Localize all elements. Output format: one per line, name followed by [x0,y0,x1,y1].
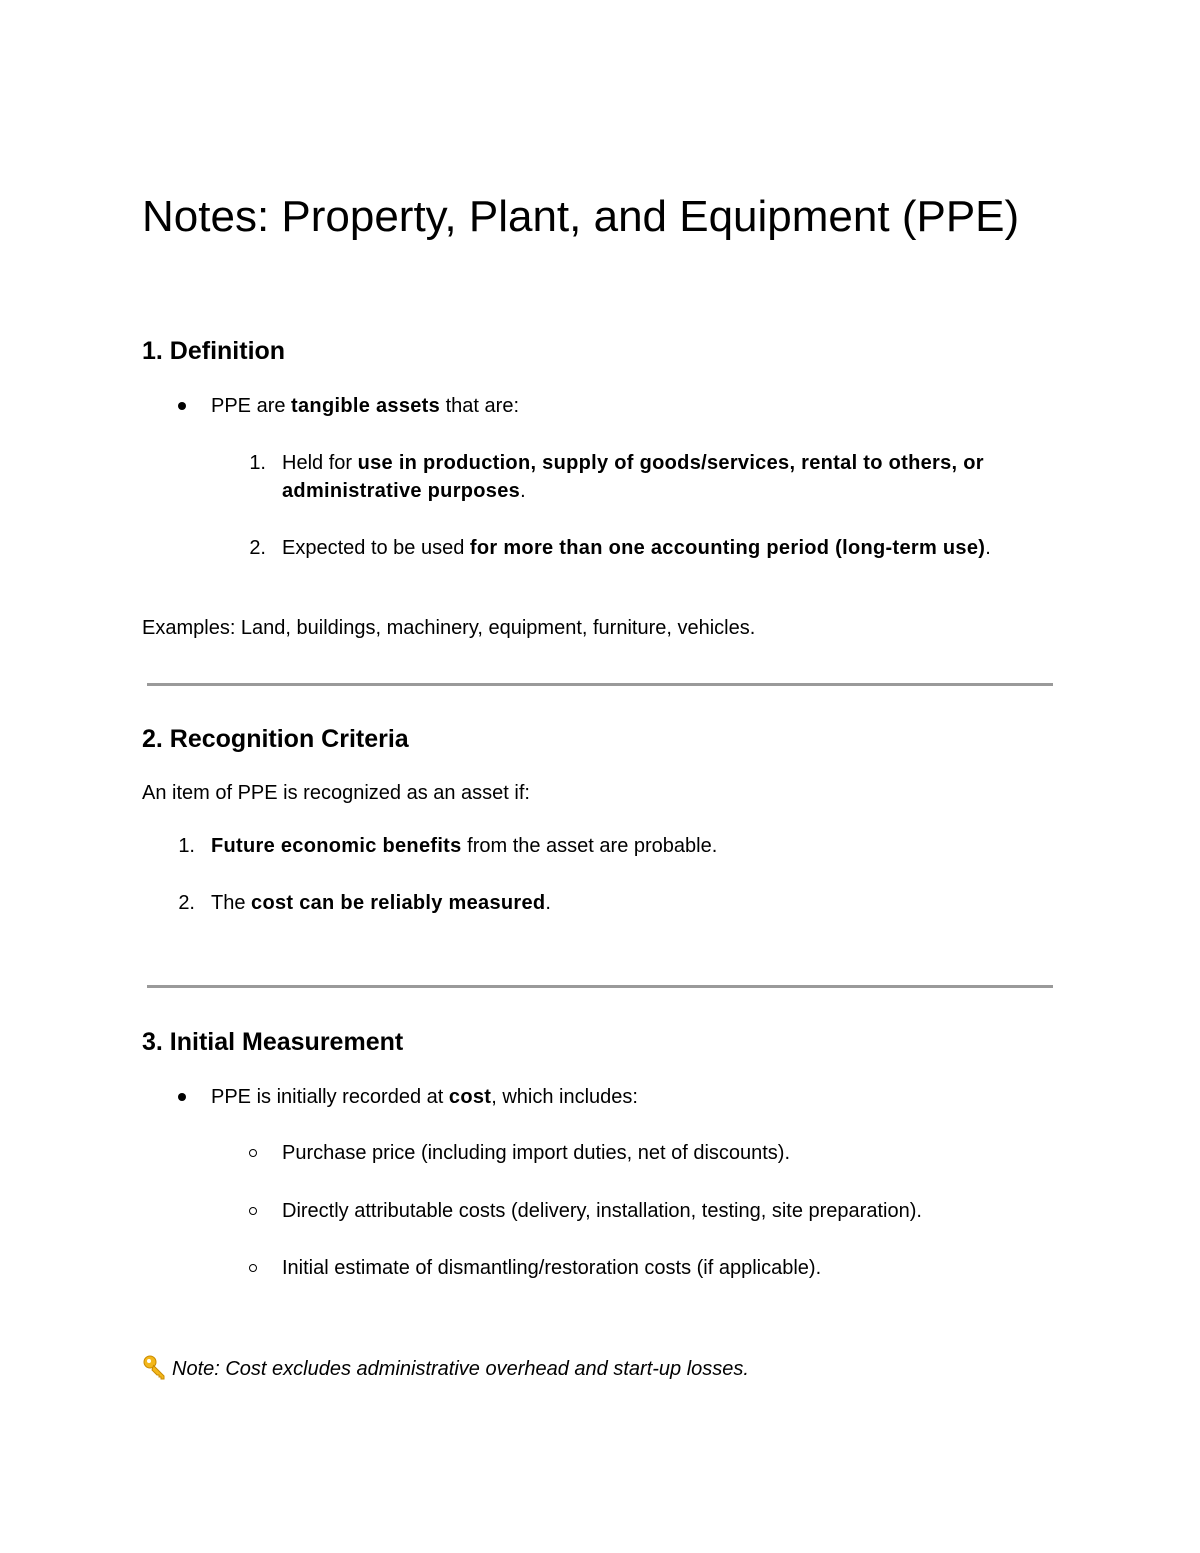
page-title: Notes: Property, Plant, and Equipment (PPE) [142,192,1020,241]
initial-subitem-1: Purchase price (including import duties, net of discounts). [282,1142,791,1164]
bullet-circle-icon [249,1149,257,1157]
initial-bullet: PPE is initially recorded at cost, which includes: [211,1086,638,1108]
initial-subitem-2: Directly attributable costs (delivery, installation, testing, site preparation). [282,1200,922,1222]
definition-examples: Examples: Land, buildings, machinery, equipment, furniture, vehicles. [142,617,756,639]
initial-subitem-3: Initial estimate of dismantling/restoration costs (if applicable). [282,1257,822,1279]
key-icon [142,1354,168,1380]
bullet-disc-icon [178,402,186,410]
definition-item-1: Held for use in production, supply of goods/services, rental to others, or [282,452,984,474]
bullet-circle-icon [249,1264,257,1272]
recognition-item-2: The cost can be reliably measured. [211,892,551,914]
initial-note: Note: Cost excludes administrative overhead and start-up losses. [142,1354,749,1383]
list-number: 2. [249,537,266,559]
definition-bullet: PPE are tangible assets that are: [211,395,519,417]
bullet-circle-icon [249,1207,257,1215]
horizontal-divider [147,985,1053,988]
list-number: 1. [178,835,195,857]
section-heading-recognition: 2. Recognition Criteria [142,725,409,753]
list-number: 2. [178,892,195,914]
recognition-item-1: Future economic benefits from the asset are probable. [211,835,718,857]
bullet-disc-icon [178,1093,186,1101]
recognition-intro: An item of PPE is recognized as an asset if: [142,782,530,804]
list-number: 1. [249,452,266,474]
section-heading-definition: 1. Definition [142,337,286,365]
definition-item-2: Expected to be used for more than one accounting period (long-term use). [282,537,991,559]
section-heading-initial-measurement: 3. Initial Measurement [142,1028,404,1056]
definition-item-1-continued: administrative purposes. [282,480,526,502]
horizontal-divider [147,683,1053,686]
